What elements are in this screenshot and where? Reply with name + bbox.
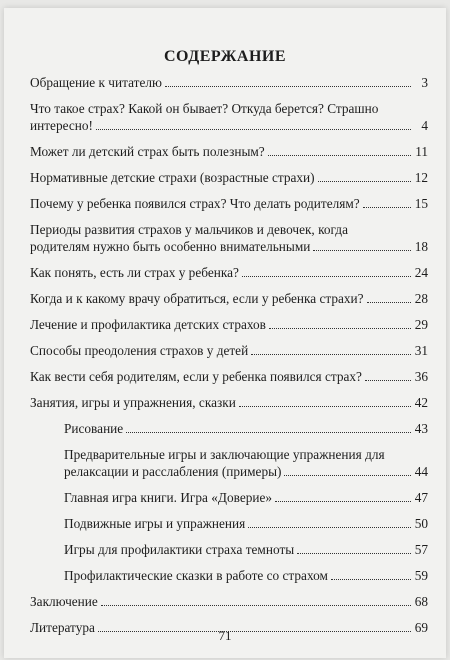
toc-entry-title: Рисование bbox=[64, 421, 124, 436]
toc-entry bbox=[30, 195, 428, 212]
toc-leader-dots bbox=[313, 250, 411, 251]
page-number: 71 bbox=[218, 628, 232, 643]
toc-entry-title: Как понять, есть ли страх у ребенка? bbox=[30, 265, 239, 280]
toc-entry bbox=[30, 446, 428, 480]
toc-entry bbox=[30, 342, 428, 359]
toc-entry-title: Главная игра книги. Игра «Доверие» bbox=[64, 490, 273, 505]
toc-entry-title: Может ли детский страх быть полезным? bbox=[30, 144, 265, 159]
toc-page-number: 44 bbox=[414, 464, 428, 479]
toc-page-number: 15 bbox=[414, 196, 428, 211]
toc-page-number: 68 bbox=[414, 594, 428, 609]
toc-entry bbox=[30, 541, 428, 558]
toc-page-number: 31 bbox=[414, 343, 428, 358]
toc-entry-line bbox=[64, 463, 428, 480]
table-of-contents bbox=[30, 74, 428, 645]
toc-page-number: 3 bbox=[421, 75, 428, 90]
toc-entry bbox=[30, 100, 428, 134]
toc-page-number: 59 bbox=[414, 568, 428, 583]
toc-entry bbox=[30, 264, 428, 281]
toc-entry bbox=[30, 221, 428, 255]
toc-page-number: 57 bbox=[414, 542, 428, 557]
toc-page-number: 28 bbox=[414, 291, 428, 306]
toc-entry-line bbox=[30, 238, 428, 255]
toc-entry-line bbox=[30, 221, 428, 238]
toc-entry-line bbox=[30, 100, 428, 117]
toc-entry-title: Обращение к читателю bbox=[30, 75, 162, 90]
toc-leader-dots bbox=[363, 207, 411, 208]
toc-entry bbox=[30, 394, 428, 411]
toc-entry-title: релаксации и расслабления (примеры) bbox=[64, 464, 282, 479]
toc-entry-title: Подвижные игры и упражнения bbox=[64, 516, 246, 531]
toc-leader-dots bbox=[269, 328, 411, 329]
book-page bbox=[4, 8, 446, 658]
toc-page-number: 12 bbox=[414, 170, 428, 185]
toc-entry-title: Занятия, игры и упражнения, сказки bbox=[30, 395, 236, 410]
toc-leader-dots bbox=[284, 475, 411, 476]
toc-entry-title: Периоды развития страхов у мальчиков и девочек, когда bbox=[30, 222, 348, 237]
toc-entry bbox=[30, 74, 428, 91]
toc-entry-title: Литература bbox=[30, 620, 95, 635]
toc-leader-dots bbox=[101, 605, 411, 606]
toc-leader-dots bbox=[268, 155, 411, 156]
toc-leader-dots bbox=[126, 432, 411, 433]
toc-entry bbox=[30, 316, 428, 333]
toc-page-number: 4 bbox=[421, 118, 428, 133]
toc-entry-title: интересно! bbox=[30, 118, 93, 133]
toc-entry bbox=[30, 567, 428, 584]
toc-leader-dots bbox=[165, 86, 411, 87]
toc-entry-title: Как вести себя родителям, если у ребенка появился страх? bbox=[30, 369, 362, 384]
toc-entry-title: Заключение bbox=[30, 594, 98, 609]
toc-page-number: 36 bbox=[414, 369, 428, 384]
toc-leader-dots bbox=[275, 501, 411, 502]
toc-entry-title: Что такое страх? Какой он бывает? Откуда берется? Страшно bbox=[30, 101, 379, 116]
toc-page-number: 29 bbox=[414, 317, 428, 332]
toc-entry-title: Почему у ребенка появился страх? Что делать родителям? bbox=[30, 196, 360, 211]
toc-leader-dots bbox=[297, 553, 411, 554]
toc-leader-dots bbox=[331, 579, 411, 580]
toc-entry bbox=[30, 143, 428, 160]
toc-leader-dots bbox=[251, 354, 411, 355]
toc-page-number: 43 bbox=[414, 421, 428, 436]
toc-leader-dots bbox=[242, 276, 411, 277]
toc-entry-title: Предварительные игры и заключающие упражнения для bbox=[64, 447, 385, 462]
toc-entry-title: Профилактические сказки в работе со страхом bbox=[64, 568, 328, 583]
toc-entry bbox=[30, 368, 428, 385]
toc-entry-line bbox=[30, 117, 428, 134]
toc-leader-dots bbox=[318, 181, 411, 182]
toc-entry-title: Игры для профилактики страха темноты bbox=[64, 542, 295, 557]
toc-entry-line bbox=[64, 446, 428, 463]
toc-entry bbox=[30, 593, 428, 610]
toc-page-number: 42 bbox=[414, 395, 428, 410]
toc-leader-dots bbox=[96, 129, 411, 130]
toc-page-number: 18 bbox=[414, 239, 428, 254]
toc-entry-title: родителям нужно быть особенно внимательными bbox=[30, 239, 311, 254]
toc-entry bbox=[30, 515, 428, 532]
toc-page-number: 24 bbox=[414, 265, 428, 280]
toc-entry bbox=[30, 169, 428, 186]
toc-entry bbox=[30, 290, 428, 307]
toc-page-number: 47 bbox=[414, 490, 428, 505]
toc-entry-title: Когда и к какому врачу обратиться, если у ребенка страхи? bbox=[30, 291, 364, 306]
toc-page-number: 11 bbox=[415, 144, 428, 159]
toc-leader-dots bbox=[239, 406, 411, 407]
toc-leader-dots bbox=[367, 302, 411, 303]
toc-page-number: 50 bbox=[414, 516, 428, 531]
toc-entry-title: Лечение и профилактика детских страхов bbox=[30, 317, 266, 332]
toc-entry-title: Способы преодоления страхов у детей bbox=[30, 343, 249, 358]
toc-entry-title: Нормативные детские страхи (возрастные страхи) bbox=[30, 170, 315, 185]
toc-leader-dots bbox=[365, 380, 411, 381]
toc-leader-dots bbox=[248, 527, 411, 528]
toc-entry bbox=[30, 420, 428, 437]
toc-page-number: 69 bbox=[414, 620, 428, 635]
page-title: СОДЕРЖАНИЕ bbox=[163, 48, 287, 65]
toc-entry bbox=[30, 489, 428, 506]
